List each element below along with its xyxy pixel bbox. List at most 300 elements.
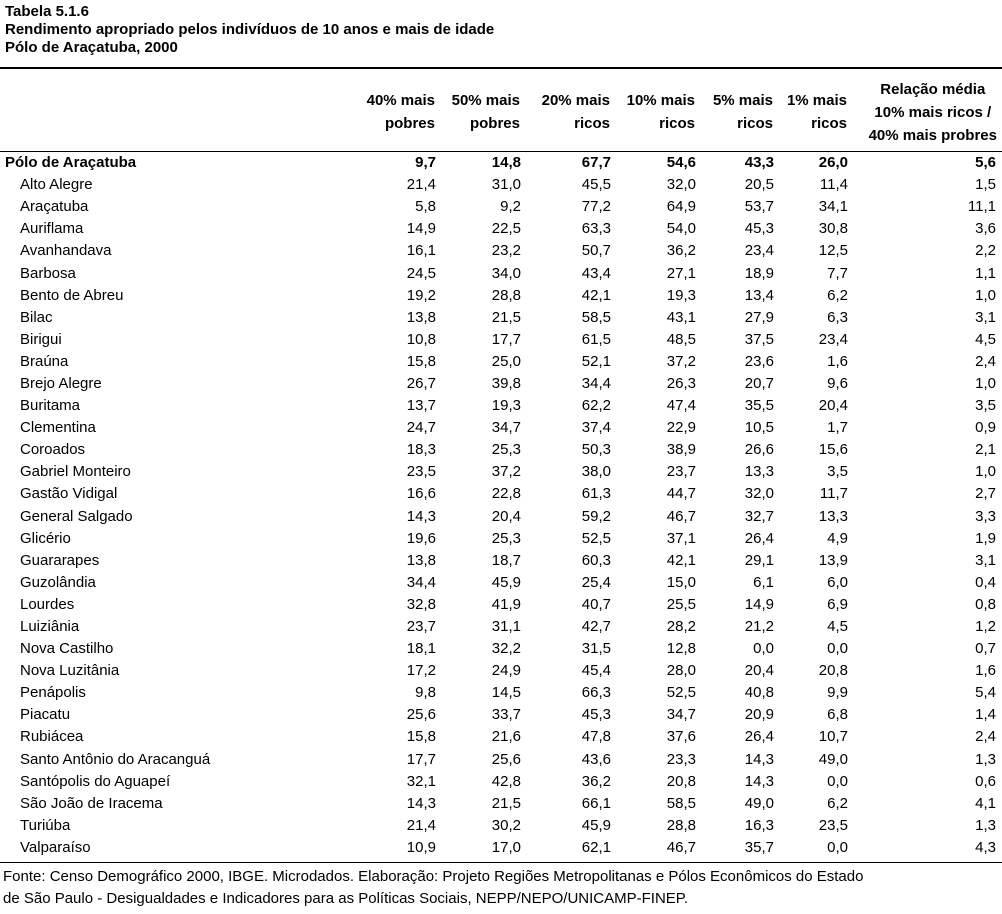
value-cell: 20,4: [491, 507, 521, 525]
value-cell: 27,9: [744, 308, 774, 326]
value-cell: 22,5: [491, 220, 521, 238]
value-cell: 43,6: [581, 750, 611, 768]
column-header-relacao-media: Relação média 10% mais ricos / 40% mais probres: [868, 81, 997, 144]
value-cell: 1,9: [975, 529, 996, 547]
value-cell: 52,1: [581, 352, 611, 370]
table-row: [0, 660, 1002, 682]
value-cell: 1,0: [975, 374, 996, 392]
value-cell: 20,7: [744, 374, 774, 392]
value-cell: 32,7: [744, 507, 774, 525]
value-cell: 17,7: [406, 750, 436, 768]
value-cell: 17,7: [491, 330, 521, 348]
value-cell: 0,0: [827, 640, 848, 658]
source-note-line-2: de São Paulo - Desigualdades e Indicadores para as Políticas Sociais, NEPP/NEPO/UNICAMP-FINEP.: [3, 890, 689, 907]
municipality-name: Glicério: [20, 529, 71, 547]
table-row: [0, 439, 1002, 461]
value-cell: 6,3: [827, 308, 848, 326]
value-cell: 3,1: [975, 308, 996, 326]
municipality-name: Turiúba: [20, 816, 71, 834]
value-cell: 3,5: [827, 463, 848, 481]
value-cell: 26,6: [744, 441, 774, 459]
table-row: [0, 550, 1002, 572]
value-cell: 40,7: [581, 595, 611, 613]
value-cell: 58,5: [666, 794, 696, 812]
value-cell: 38,0: [581, 463, 611, 481]
value-cell: 67,7: [581, 154, 611, 172]
table-title: Rendimento apropriado pelos indivíduos de 10 anos e mais de idade: [5, 21, 495, 38]
value-cell: 37,4: [581, 419, 611, 437]
value-cell: 34,4: [581, 374, 611, 392]
value-cell: 32,0: [666, 176, 696, 194]
column-header-50-pobres: 50% mais pobres: [451, 92, 520, 132]
value-cell: 6,9: [827, 595, 848, 613]
value-cell: 2,1: [975, 441, 996, 459]
value-cell: 23,4: [744, 242, 774, 260]
value-cell: 3,1: [975, 551, 996, 569]
value-cell: 23,4: [818, 330, 848, 348]
municipality-name: Coroados: [20, 441, 86, 459]
value-cell: 5,8: [415, 198, 436, 216]
value-cell: 38,9: [666, 441, 696, 459]
value-cell: 37,2: [666, 352, 696, 370]
top-rule: [0, 67, 1002, 69]
table-row: [0, 506, 1002, 528]
table-row: [0, 174, 1002, 196]
value-cell: 32,8: [406, 595, 436, 613]
municipality-name: Auriflama: [20, 220, 84, 238]
value-cell: 1,1: [975, 264, 996, 282]
value-cell: 30,8: [818, 220, 848, 238]
value-cell: 62,1: [581, 838, 611, 856]
value-cell: 42,8: [491, 772, 521, 790]
value-cell: 35,7: [744, 838, 774, 856]
value-cell: 21,5: [491, 794, 521, 812]
value-cell: 28,2: [666, 618, 696, 636]
municipality-name: Lourdes: [20, 595, 75, 613]
value-cell: 49,0: [744, 794, 774, 812]
value-cell: 54,6: [666, 154, 696, 172]
value-cell: 6,1: [753, 573, 774, 591]
value-cell: 66,1: [581, 794, 611, 812]
value-cell: 26,4: [744, 529, 774, 547]
value-cell: 44,7: [666, 485, 696, 503]
value-cell: 34,7: [491, 419, 521, 437]
value-cell: 10,7: [818, 728, 848, 746]
value-cell: 1,3: [975, 816, 996, 834]
value-cell: 23,3: [666, 750, 696, 768]
table-row: [0, 483, 1002, 505]
table-body: [0, 152, 1002, 859]
value-cell: 7,7: [827, 264, 848, 282]
value-cell: 64,9: [666, 198, 696, 216]
table-row: [0, 704, 1002, 726]
value-cell: 33,7: [491, 706, 521, 724]
municipality-name: Alto Alegre: [20, 176, 93, 194]
value-cell: 59,2: [581, 507, 611, 525]
value-cell: 54,0: [666, 220, 696, 238]
value-cell: 11,1: [967, 198, 996, 216]
value-cell: 45,5: [581, 176, 611, 194]
value-cell: 52,5: [581, 529, 611, 547]
table-subtitle: Pólo de Araçatuba, 2000: [5, 39, 178, 56]
table-row: [0, 218, 1002, 240]
value-cell: 14,3: [744, 750, 774, 768]
municipality-name: Clementina: [20, 419, 96, 437]
value-cell: 26,3: [666, 374, 696, 392]
municipality-name: Brejo Alegre: [20, 374, 102, 392]
value-cell: 18,3: [406, 441, 436, 459]
value-cell: 32,0: [744, 485, 774, 503]
column-header-1-ricos: 1% mais ricos: [786, 92, 847, 132]
value-cell: 13,8: [406, 308, 436, 326]
value-cell: 36,2: [581, 772, 611, 790]
value-cell: 6,2: [827, 794, 848, 812]
value-cell: 42,1: [581, 286, 611, 304]
value-cell: 21,5: [491, 308, 521, 326]
value-cell: 4,5: [827, 618, 848, 636]
value-cell: 10,9: [406, 838, 436, 856]
value-cell: 9,6: [827, 374, 848, 392]
value-cell: 11,7: [819, 485, 848, 503]
value-cell: 45,3: [581, 706, 611, 724]
value-cell: 2,7: [975, 485, 996, 503]
value-cell: 21,4: [406, 176, 436, 194]
value-cell: 50,7: [581, 242, 611, 260]
table-footer: [3, 866, 863, 910]
value-cell: 25,4: [581, 573, 611, 591]
value-cell: 46,7: [666, 507, 696, 525]
column-header-20-ricos: 20% mais ricos: [541, 92, 610, 132]
value-cell: 66,3: [581, 684, 611, 702]
value-cell: 77,2: [581, 198, 611, 216]
value-cell: 25,5: [666, 595, 696, 613]
table-row: [0, 285, 1002, 307]
value-cell: 1,4: [975, 706, 996, 724]
value-cell: 42,1: [666, 551, 696, 569]
value-cell: 0,0: [827, 772, 848, 790]
value-cell: 49,0: [818, 750, 848, 768]
value-cell: 9,7: [415, 154, 436, 172]
value-cell: 14,9: [406, 220, 436, 238]
value-cell: 23,7: [666, 463, 696, 481]
value-cell: 5,4: [975, 684, 996, 702]
value-cell: 16,1: [406, 242, 436, 260]
value-cell: 12,8: [666, 640, 696, 658]
municipality-name: Guzolândia: [20, 573, 96, 591]
table-row: [0, 329, 1002, 351]
value-cell: 39,8: [491, 374, 521, 392]
column-header-40-pobres: 40% mais pobres: [366, 92, 435, 132]
value-cell: 4,1: [975, 794, 996, 812]
value-cell: 1,0: [975, 286, 996, 304]
value-cell: 24,5: [406, 264, 436, 282]
value-cell: 2,2: [975, 242, 996, 260]
municipality-name: Penápolis: [20, 684, 86, 702]
municipality-name: Rubiácea: [20, 728, 84, 746]
value-cell: 13,3: [818, 507, 848, 525]
value-cell: 37,6: [666, 728, 696, 746]
value-cell: 41,9: [491, 595, 521, 613]
value-cell: 21,2: [744, 618, 774, 636]
table-id: Tabela 5.1.6: [5, 3, 89, 20]
value-cell: 31,1: [491, 618, 521, 636]
value-cell: 52,5: [666, 684, 696, 702]
value-cell: 0,4: [975, 573, 996, 591]
value-cell: 19,2: [406, 286, 436, 304]
value-cell: 13,4: [744, 286, 774, 304]
value-cell: 23,2: [491, 242, 521, 260]
municipality-name: Nova Castilho: [20, 640, 114, 658]
value-cell: 14,3: [406, 794, 436, 812]
table-row: [0, 726, 1002, 748]
value-cell: 23,5: [818, 816, 848, 834]
value-cell: 28,8: [666, 816, 696, 834]
value-cell: 63,3: [581, 220, 611, 238]
value-cell: 45,9: [581, 816, 611, 834]
value-cell: 37,5: [744, 330, 774, 348]
value-cell: 6,2: [827, 286, 848, 304]
value-cell: 45,3: [744, 220, 774, 238]
column-header-5-ricos: 5% mais ricos: [712, 92, 773, 132]
value-cell: 25,0: [491, 352, 521, 370]
value-cell: 12,5: [818, 242, 848, 260]
municipality-name: Birigui: [20, 330, 62, 348]
value-cell: 14,5: [491, 684, 521, 702]
value-cell: 42,7: [581, 618, 611, 636]
value-cell: 47,4: [666, 397, 696, 415]
value-cell: 47,8: [581, 728, 611, 746]
value-cell: 37,2: [491, 463, 521, 481]
value-cell: 19,3: [491, 397, 521, 415]
municipality-name: Buritama: [20, 397, 81, 415]
value-cell: 24,9: [491, 662, 521, 680]
data-table: [0, 152, 1002, 859]
value-cell: 10,5: [744, 419, 774, 437]
value-cell: 17,2: [406, 662, 436, 680]
value-cell: 18,1: [406, 640, 436, 658]
value-cell: 4,5: [975, 330, 996, 348]
bottom-rule: [0, 862, 1002, 863]
value-cell: 20,8: [666, 772, 696, 790]
table-row: [0, 594, 1002, 616]
value-cell: 0,0: [827, 838, 848, 856]
value-cell: 21,6: [491, 728, 521, 746]
municipality-name: Avanhandava: [20, 242, 112, 260]
value-cell: 13,3: [744, 463, 774, 481]
table-row: [0, 461, 1002, 483]
value-cell: 23,6: [744, 352, 774, 370]
value-cell: 18,7: [491, 551, 521, 569]
value-cell: 22,9: [666, 419, 696, 437]
table-row: [0, 749, 1002, 771]
value-cell: 43,1: [666, 308, 696, 326]
column-header-10-ricos: 10% mais ricos: [626, 92, 695, 132]
value-cell: 2,4: [975, 352, 996, 370]
value-cell: 35,5: [744, 397, 774, 415]
value-cell: 1,2: [975, 618, 996, 636]
value-cell: 16,6: [406, 485, 436, 503]
table-row: [0, 815, 1002, 837]
value-cell: 23,7: [406, 618, 436, 636]
value-cell: 62,2: [581, 397, 611, 415]
table-row: [0, 638, 1002, 660]
value-cell: 1,0: [975, 463, 996, 481]
value-cell: 5,6: [975, 154, 996, 172]
value-cell: 61,5: [581, 330, 611, 348]
table-row: [0, 196, 1002, 218]
value-cell: 1,3: [975, 750, 996, 768]
value-cell: 4,9: [827, 529, 848, 547]
value-cell: 28,0: [666, 662, 696, 680]
value-cell: 34,4: [406, 573, 436, 591]
value-cell: 4,3: [975, 838, 996, 856]
value-cell: 25,3: [491, 529, 521, 547]
value-cell: 14,3: [744, 772, 774, 790]
value-cell: 25,6: [406, 706, 436, 724]
municipality-name: Valparaíso: [20, 838, 91, 856]
value-cell: 34,7: [666, 706, 696, 724]
value-cell: 3,3: [975, 507, 996, 525]
value-cell: 14,9: [744, 595, 774, 613]
value-cell: 61,3: [581, 485, 611, 503]
table-row: [0, 417, 1002, 439]
value-cell: 18,9: [744, 264, 774, 282]
value-cell: 37,1: [666, 529, 696, 547]
value-cell: 48,5: [666, 330, 696, 348]
value-cell: 31,5: [581, 640, 611, 658]
value-cell: 34,0: [491, 264, 521, 282]
value-cell: 16,3: [744, 816, 774, 834]
value-cell: 1,5: [975, 176, 996, 194]
value-cell: 1,7: [827, 419, 848, 437]
value-cell: 23,5: [406, 463, 436, 481]
value-cell: 34,1: [818, 198, 848, 216]
value-cell: 20,9: [744, 706, 774, 724]
value-cell: 21,4: [406, 816, 436, 834]
value-cell: 0,7: [975, 640, 996, 658]
municipality-name: Braúna: [20, 352, 69, 370]
value-cell: 36,2: [666, 242, 696, 260]
value-cell: 14,8: [491, 154, 521, 172]
total-row: [0, 152, 1002, 174]
value-cell: 50,3: [581, 441, 611, 459]
value-cell: 11,4: [819, 176, 848, 194]
value-cell: 53,7: [744, 198, 774, 216]
value-cell: 15,8: [406, 352, 436, 370]
municipality-name: Gabriel Monteiro: [20, 463, 131, 481]
table-header: [5, 3, 494, 57]
municipality-name: Nova Luzitânia: [20, 662, 120, 680]
value-cell: 58,5: [581, 308, 611, 326]
value-cell: 26,4: [744, 728, 774, 746]
table-row: [0, 395, 1002, 417]
municipality-name: Barbosa: [20, 264, 76, 282]
value-cell: 6,8: [827, 706, 848, 724]
value-cell: 17,0: [491, 838, 521, 856]
value-cell: 15,0: [666, 573, 696, 591]
value-cell: 32,1: [406, 772, 436, 790]
value-cell: 60,3: [581, 551, 611, 569]
value-cell: 30,2: [491, 816, 521, 834]
municipality-name: General Salgado: [20, 507, 133, 525]
source-note-line-1: Fonte: Censo Demográfico 2000, IBGE. Microdados. Elaboração: Projeto Regiões Metropolitanas e Pólos Econômicos do Estado: [3, 868, 864, 885]
table-row: [0, 837, 1002, 859]
value-cell: 14,3: [406, 507, 436, 525]
value-cell: 13,9: [818, 551, 848, 569]
value-cell: 15,6: [818, 441, 848, 459]
municipality-name: Gastão Vidigal: [20, 485, 118, 503]
value-cell: 1,6: [975, 662, 996, 680]
municipality-name: Bilac: [20, 308, 53, 326]
municipality-name: Santo Antônio do Aracanguá: [20, 750, 211, 768]
value-cell: 20,8: [818, 662, 848, 680]
municipality-name: Guararapes: [20, 551, 100, 569]
table-row: [0, 373, 1002, 395]
value-cell: 9,2: [500, 198, 521, 216]
value-cell: 45,4: [581, 662, 611, 680]
value-cell: 13,8: [406, 551, 436, 569]
value-cell: 9,8: [415, 684, 436, 702]
value-cell: 6,0: [827, 573, 848, 591]
municipality-name: Araçatuba: [20, 198, 89, 216]
municipality-name: Piacatu: [20, 706, 71, 724]
table-row: [0, 240, 1002, 262]
table-row: [0, 262, 1002, 284]
value-cell: 20,5: [744, 176, 774, 194]
value-cell: 24,7: [406, 419, 436, 437]
value-cell: 2,4: [975, 728, 996, 746]
municipality-name: Luiziânia: [20, 618, 80, 636]
table-row: [0, 793, 1002, 815]
value-cell: 26,0: [818, 154, 848, 172]
value-cell: 32,2: [491, 640, 521, 658]
municipality-name: Bento de Abreu: [20, 286, 124, 304]
value-cell: 26,7: [406, 374, 436, 392]
value-cell: 27,1: [666, 264, 696, 282]
value-cell: 9,9: [827, 684, 848, 702]
value-cell: 20,4: [818, 397, 848, 415]
value-cell: 43,4: [581, 264, 611, 282]
value-cell: 19,3: [666, 286, 696, 304]
value-cell: 43,3: [744, 154, 774, 172]
value-cell: 28,8: [491, 286, 521, 304]
value-cell: 15,8: [406, 728, 436, 746]
table-row: [0, 572, 1002, 594]
value-cell: 29,1: [744, 551, 774, 569]
table-row: [0, 351, 1002, 373]
value-cell: 31,0: [491, 176, 521, 194]
table-row: [0, 771, 1002, 793]
value-cell: 0,0: [753, 640, 774, 658]
value-cell: 0,8: [975, 595, 996, 613]
value-cell: 0,9: [975, 419, 996, 437]
value-cell: 22,8: [491, 485, 521, 503]
value-cell: 45,9: [491, 573, 521, 591]
value-cell: 19,6: [406, 529, 436, 547]
table-row: [0, 528, 1002, 550]
municipality-name: Pólo de Araçatuba: [5, 154, 137, 172]
value-cell: 3,6: [975, 220, 996, 238]
table-row: [0, 616, 1002, 638]
value-cell: 0,6: [975, 772, 996, 790]
municipality-name: São João de Iracema: [20, 794, 163, 812]
value-cell: 25,3: [491, 441, 521, 459]
value-cell: 46,7: [666, 838, 696, 856]
table-row: [0, 307, 1002, 329]
value-cell: 10,8: [406, 330, 436, 348]
value-cell: 20,4: [744, 662, 774, 680]
value-cell: 40,8: [744, 684, 774, 702]
